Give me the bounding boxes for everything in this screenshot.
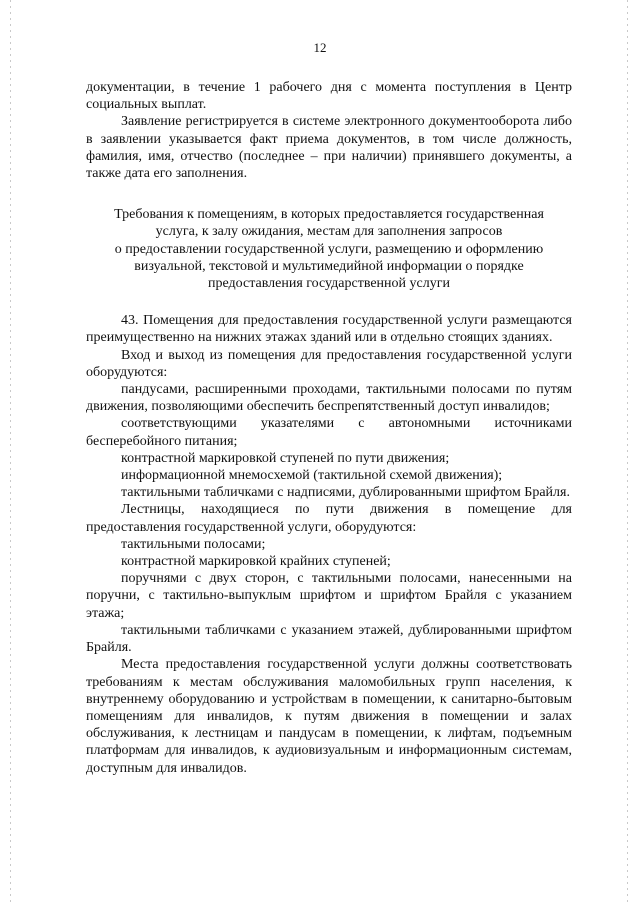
heading-line: Требования к помещениям, в которых предоставляется государственная [114,207,544,223]
paragraph: 43. Помещения для предоставления государственной услуги размещаются преимущественно на нижних этажах зданий или в отдельно стоящих зданиях. [86,313,572,346]
right-scan-edge [627,0,628,905]
paragraph: тактильными полосами; [121,536,266,552]
paragraph: информационной мнемосхемой (тактильной схемой движения); [121,468,503,484]
paragraph: тактильными табличками с указанием этажей, дублированными шрифтом Брайля. [86,622,572,656]
left-scan-edge [10,0,11,905]
paragraph: соответствующими указателями с автономными источниками бесперебойного питания; [86,416,572,449]
heading-line: предоставления государственной услуги [208,276,450,292]
paragraph: Заявление регистрируется в системе электронного документооборота либо в заявлении указывается факт приема документов, в том числе должность, фамилия, имя, отчество (последнее – при наличии) принявшего документы, а также дата его заполнения. [86,114,572,182]
page-number: 12 [313,40,327,55]
paragraph: контрастной маркировкой ступеней по пути движения; [121,450,450,466]
heading-line: о предоставлении государственной услуги, размещению и оформлению [114,241,544,257]
section-heading [86,206,572,292]
paragraph: пандусами, расширенными проходами, тактильными полосами по путям движения, позволяющими обеспечить беспрепятственный доступ инвалидов; [86,382,572,415]
paragraph: контрастной маркировкой крайних ступеней; [121,554,391,570]
document-body [86,79,572,777]
paragraph: Лестницы, находящиеся по пути движения в помещение для предоставления государственной услуги, оборудуются: [86,502,572,535]
heading-line: визуальной, текстовой и мультимедийной информации о порядке [134,258,524,274]
paragraph: поручнями с двух сторон, с тактильными полосами, нанесенными на поручни, с тактильно-выпуклым шрифтом и шрифтом Брайля с указанием этажа; [86,571,572,621]
heading-line: услуга, к залу ожидания, местам для заполнения запросов [155,224,503,240]
paragraph: тактильными табличками с надписями, дублированными шрифтом Брайля. [121,485,570,501]
paragraph: Места предоставления государственной услуги должны соответствовать требованиям к местам обслуживания маломобильных групп населения, к внутреннему оборудованию и устройствам в помещении, к санитарно-бытовым помещениям для инвалидов, к путям движения в помещении и залах обслуживания, к лестницам и пандусам в помещении, к лифтам, подъемным платформам для инвалидов, к аудиовизуальным и информационным системам, доступным для инвалидов. [86,657,572,776]
paragraph: документации, в течение 1 рабочего дня с момента поступления в Центр социальных выплат. [86,80,572,113]
paragraph: Вход и выход из помещения для предоставления государственной услуги оборудуются: [86,347,572,380]
